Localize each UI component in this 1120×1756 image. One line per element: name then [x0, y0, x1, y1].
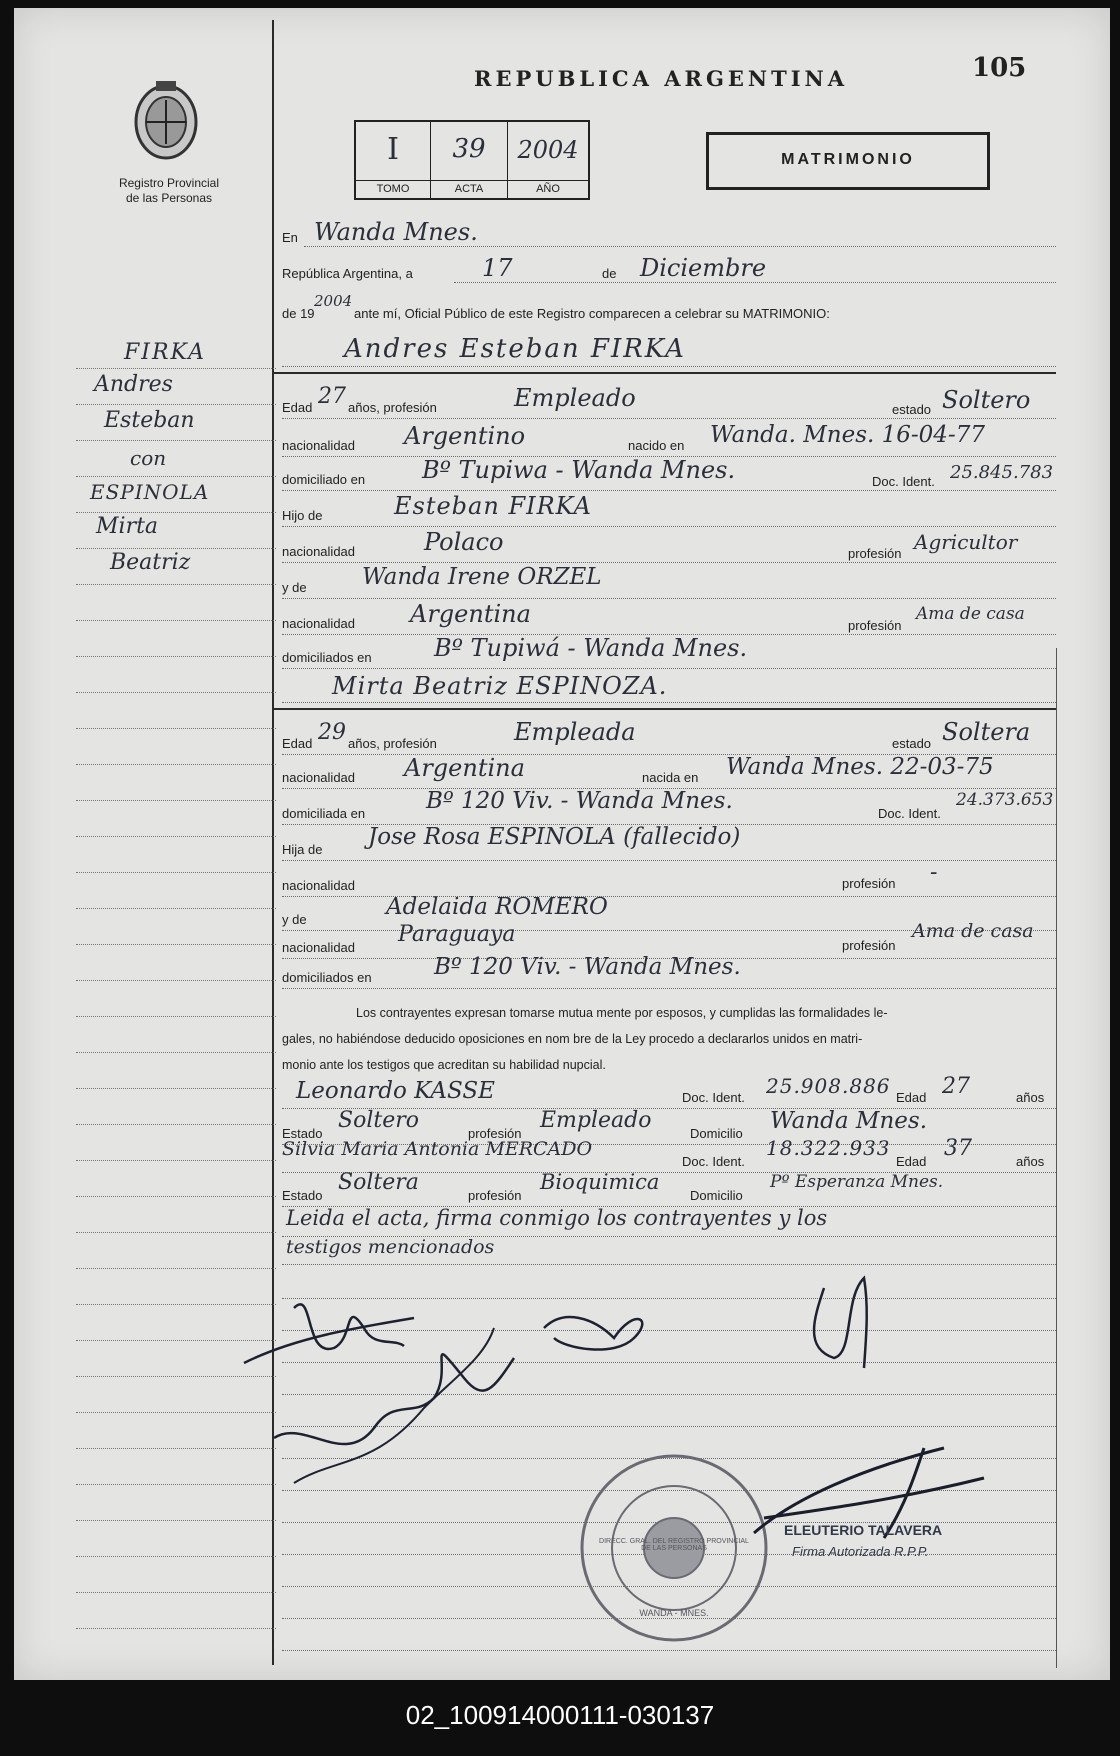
margin-rule — [76, 1592, 276, 1593]
groom-nacionalidad: Argentino — [404, 422, 526, 450]
margin-rule — [76, 944, 276, 945]
witness-2-prof: Bioquimica — [540, 1170, 660, 1194]
record-type: MATRIMONIO — [781, 151, 915, 168]
margin-note-7: Beatriz — [110, 550, 191, 575]
country-title: REPUBLICA ARGENTINA — [474, 66, 849, 91]
witness-1-anos-label: años — [1016, 1090, 1045, 1105]
margin-rule — [76, 368, 276, 369]
scan-id: 02_100914000111-030137 — [405, 1700, 715, 1730]
declaration-line-1: Los contrayentes expresan tomarse mutua mente por esposos, y cumplidas las formalidades le- — [356, 1006, 888, 1020]
margin-rule — [76, 692, 276, 693]
groom-parents-dom-label: domiciliados en — [282, 650, 372, 665]
record-type-box — [706, 132, 990, 190]
rule-groom-8 — [282, 668, 1056, 669]
witness-2-edad: 37 — [944, 1136, 972, 1161]
witness-2-doc: 18.322.933 — [766, 1136, 891, 1160]
coat-of-arms-logo — [126, 76, 206, 166]
witness-2-dom: Pº Esperanza Mnes. — [770, 1172, 944, 1192]
groom-nac-label: nacionalidad — [282, 438, 356, 453]
groom-father-nac: Polaco — [424, 528, 504, 556]
bride-section-rule — [274, 708, 1056, 710]
closing-line-2: testigos mencionados — [286, 1236, 495, 1258]
groom-estado-label: estado — [892, 402, 932, 417]
margin-rule — [76, 620, 276, 621]
witness-2-name: Silvia Maria Antonia MERCADO — [282, 1138, 593, 1160]
rule-groom-1 — [282, 418, 1056, 419]
groom-mother-nac: Argentina — [410, 600, 531, 628]
groom-section-rule — [274, 372, 1056, 374]
witness-1-name: Leonardo KASSE — [296, 1078, 495, 1104]
groom-parents-dom: Bº Tupiwá - Wanda Mnes. — [434, 634, 748, 662]
closing-line-1: Leida el acta, firma conmigo los contrayentes y los — [286, 1206, 828, 1230]
witness-2-doc-label: Doc. Ident. — [682, 1154, 745, 1169]
margin-rule — [76, 584, 276, 585]
intro-sentence: ante mí, Oficial Público de este Registro comparecen a celebrar su MATRIMONIO: — [354, 306, 830, 321]
margin-note-5: ESPINOLA — [90, 480, 210, 504]
groom-name: Andres Esteban FIRKA — [344, 334, 686, 364]
margin-rule — [76, 512, 276, 513]
ano-value: 2004 — [517, 136, 579, 164]
rule-groom-5 — [282, 562, 1056, 563]
bride-name: Mirta Beatriz ESPINOZA. — [332, 672, 668, 700]
bride-mother-prof-label: profesión — [842, 938, 896, 953]
witness-2-estado: Soltera — [338, 1170, 419, 1195]
groom-father-prof-label: profesión — [848, 546, 902, 561]
bride-nacionalidad: Argentina — [404, 754, 525, 782]
witness-1-edad-label: Edad — [896, 1090, 927, 1105]
marriage-day: 17 — [482, 254, 513, 282]
margin-rule — [76, 836, 276, 837]
rule-place — [304, 246, 1056, 247]
official-title: Firma Autorizada R.P.P. — [792, 1544, 929, 1559]
republica-label: República Argentina, a — [282, 266, 413, 281]
margin-note-2: Andres — [94, 372, 173, 397]
margin-rule — [76, 728, 276, 729]
groom-edad-label: Edad — [282, 400, 313, 415]
margin-rule — [76, 1124, 276, 1125]
margin-rule — [76, 1160, 276, 1161]
margin-rule — [76, 1520, 276, 1521]
bride-dom-label: domiciliada en — [282, 806, 366, 821]
bride-mother-prof: Ama de casa — [912, 920, 1034, 942]
groom-nacido-label: nacido en — [628, 438, 685, 453]
bride-nacida-label: nacida en — [642, 770, 699, 785]
rule-date — [454, 282, 1056, 283]
bride-father-nac-label: nacionalidad — [282, 878, 356, 893]
bride-profesion: Empleada — [514, 718, 636, 746]
groom-edad: 27 — [318, 384, 346, 409]
witness-1-estado: Soltero — [338, 1108, 419, 1133]
tomo-cell — [356, 122, 431, 198]
groom-mother-prof: Ama de casa — [916, 604, 1025, 624]
margin-rule — [76, 1196, 276, 1197]
witness-2-prof-label: profesión — [468, 1188, 522, 1203]
margin-rule — [76, 1232, 276, 1233]
margin-rule — [76, 404, 276, 405]
margin-rule — [76, 656, 276, 657]
seal-text: DIRECC. GRAL. DEL REGISTRO PROVINCIAL DE LAS PERSONAS — [599, 1538, 749, 1552]
groom-domicilio: Bº Tupiwa - Wanda Mnes. — [422, 456, 736, 484]
bride-parents-dom: Bº 120 Viv. - Wanda Mnes. — [434, 954, 741, 980]
seal-inner-text: WANDA - MNES. — [639, 1608, 709, 1618]
tomo-label: TOMO — [356, 180, 430, 195]
de-label: de — [602, 266, 617, 281]
margin-rule — [76, 548, 276, 549]
witness-1-doc-label: Doc. Ident. — [682, 1090, 745, 1105]
margin-rule — [76, 1016, 276, 1017]
witness-1-doc: 25.908.886 — [766, 1074, 891, 1098]
bride-edad-label: Edad — [282, 736, 313, 751]
margin-rule — [76, 1628, 276, 1629]
marriage-place: Wanda Mnes. — [314, 218, 478, 246]
page-number: 105 — [972, 53, 1027, 83]
margin-note-3: Esteban — [104, 408, 195, 433]
margin-rule — [76, 800, 276, 801]
bride-yde-label: y de — [282, 912, 307, 927]
margin-rule — [76, 476, 276, 477]
witness-1-prof-label: profesión — [468, 1126, 522, 1141]
groom-mother-nac-label: nacionalidad — [282, 616, 356, 631]
groom-birthplace: Wanda. Mnes. 16-04-77 — [710, 422, 985, 448]
bride-father-prof-label: profesión — [842, 876, 896, 891]
marriage-year: 2004 — [314, 292, 353, 310]
groom-mother-prof-label: profesión — [848, 618, 902, 633]
rule-bride-name — [282, 702, 1056, 703]
witness-1-edad: 27 — [942, 1074, 970, 1099]
bride-parents-dom-label: domiciliados en — [282, 970, 372, 985]
record-id-box — [354, 120, 590, 200]
rule-groom-4 — [282, 526, 1056, 527]
year-prefix: de 19 — [282, 306, 315, 321]
right-rule — [1056, 648, 1057, 1668]
bride-estado-label: estado — [892, 736, 932, 751]
witness-2-edad-label: Edad — [896, 1154, 927, 1169]
official-name: ELEUTERIO TALAVERA — [784, 1522, 943, 1538]
bride-father: Jose Rosa ESPINOLA (fallecido) — [368, 824, 741, 850]
ano-cell — [508, 122, 588, 198]
margin-note-1: FIRKA — [124, 340, 206, 365]
bride-mother-nac-label: nacionalidad — [282, 940, 356, 955]
declaration-line-2: gales, no habiéndose deducido oposiciones en nom bre de la Ley procedo a declararlos unidos en matri- — [282, 1032, 863, 1046]
groom-doc-label: Doc. Ident. — [872, 474, 935, 489]
rule-groom-6 — [282, 598, 1056, 599]
ano-label: AÑO — [508, 180, 588, 195]
witness-signature — [794, 1258, 914, 1378]
groom-anos-label: años, profesión — [348, 400, 437, 415]
rule-groom-name — [282, 366, 1056, 367]
rule-close-2 — [282, 1264, 1056, 1265]
en-label: En — [282, 230, 298, 245]
witness-1-dom-label: Domicilio — [690, 1126, 743, 1141]
margin-rule — [76, 980, 276, 981]
margin-note-6: Mirta — [96, 514, 159, 539]
groom-father-prof: Agricultor — [914, 530, 1018, 554]
rule-groom-3 — [282, 490, 1056, 491]
witness-1-dom: Wanda Mnes. — [770, 1108, 928, 1134]
bride-doc: 24.373.653 — [956, 790, 1054, 810]
bride-hija-label: Hija de — [282, 842, 323, 857]
bride-father-prof: - — [930, 860, 938, 885]
groom-dom-label: domiciliado en — [282, 472, 366, 487]
tomo-value: I — [387, 132, 399, 167]
margin-rule — [76, 908, 276, 909]
groom-profesion: Empleado — [514, 384, 636, 412]
bride-nac-label: nacionalidad — [282, 770, 356, 785]
witness-2-anos-label: años — [1016, 1154, 1045, 1169]
acta-cell — [431, 122, 508, 198]
bride-mother-nac: Paraguaya — [398, 922, 516, 947]
bride-anos-label: años, profesión — [348, 736, 437, 751]
groom-father: Esteban FIRKA — [394, 492, 592, 520]
groom-yde-label: y de — [282, 580, 307, 595]
margin-rule — [76, 440, 276, 441]
margin-rule — [76, 1556, 276, 1557]
acta-label: ACTA — [431, 180, 507, 195]
groom-doc: 25.845.783 — [950, 462, 1054, 483]
margin-rule — [76, 872, 276, 873]
witness-1-estado-label: Estado — [282, 1126, 323, 1141]
witness-2-estado-label: Estado — [282, 1188, 323, 1203]
bride-estado: Soltera — [942, 718, 1031, 746]
acta-value: 39 — [452, 134, 486, 164]
groom-hijo-label: Hijo de — [282, 508, 323, 523]
certificate-page — [14, 8, 1110, 1680]
bride-birthplace: Wanda Mnes. 22-03-75 — [726, 754, 994, 780]
bride-edad: 29 — [318, 720, 346, 745]
registry-name: Registro Provincial de las Personas — [118, 176, 220, 205]
groom-father-nac-label: nacionalidad — [282, 544, 356, 559]
rule-bride-8 — [282, 988, 1056, 989]
groom-mother: Wanda Irene ORZEL — [362, 564, 602, 590]
margin-rule — [76, 764, 276, 765]
marriage-month: Diciembre — [640, 254, 767, 282]
witness-1-prof: Empleado — [540, 1108, 652, 1133]
main-rule — [282, 1650, 1056, 1651]
declaration-line-3: monio ante los testigos que acreditan su habilidad nupcial. — [282, 1058, 606, 1072]
margin-rule — [76, 1088, 276, 1089]
margin-note-4: con — [130, 446, 167, 470]
groom-estado: Soltero — [942, 386, 1031, 414]
bride-domicilio: Bº 120 Viv. - Wanda Mnes. — [426, 788, 733, 814]
bride-mother: Adelaida ROMERO — [386, 894, 608, 920]
margin-rule — [76, 1052, 276, 1053]
rule-bride-4 — [282, 860, 1056, 861]
witness-2-dom-label: Domicilio — [690, 1188, 743, 1203]
bride-doc-label: Doc. Ident. — [878, 806, 941, 821]
